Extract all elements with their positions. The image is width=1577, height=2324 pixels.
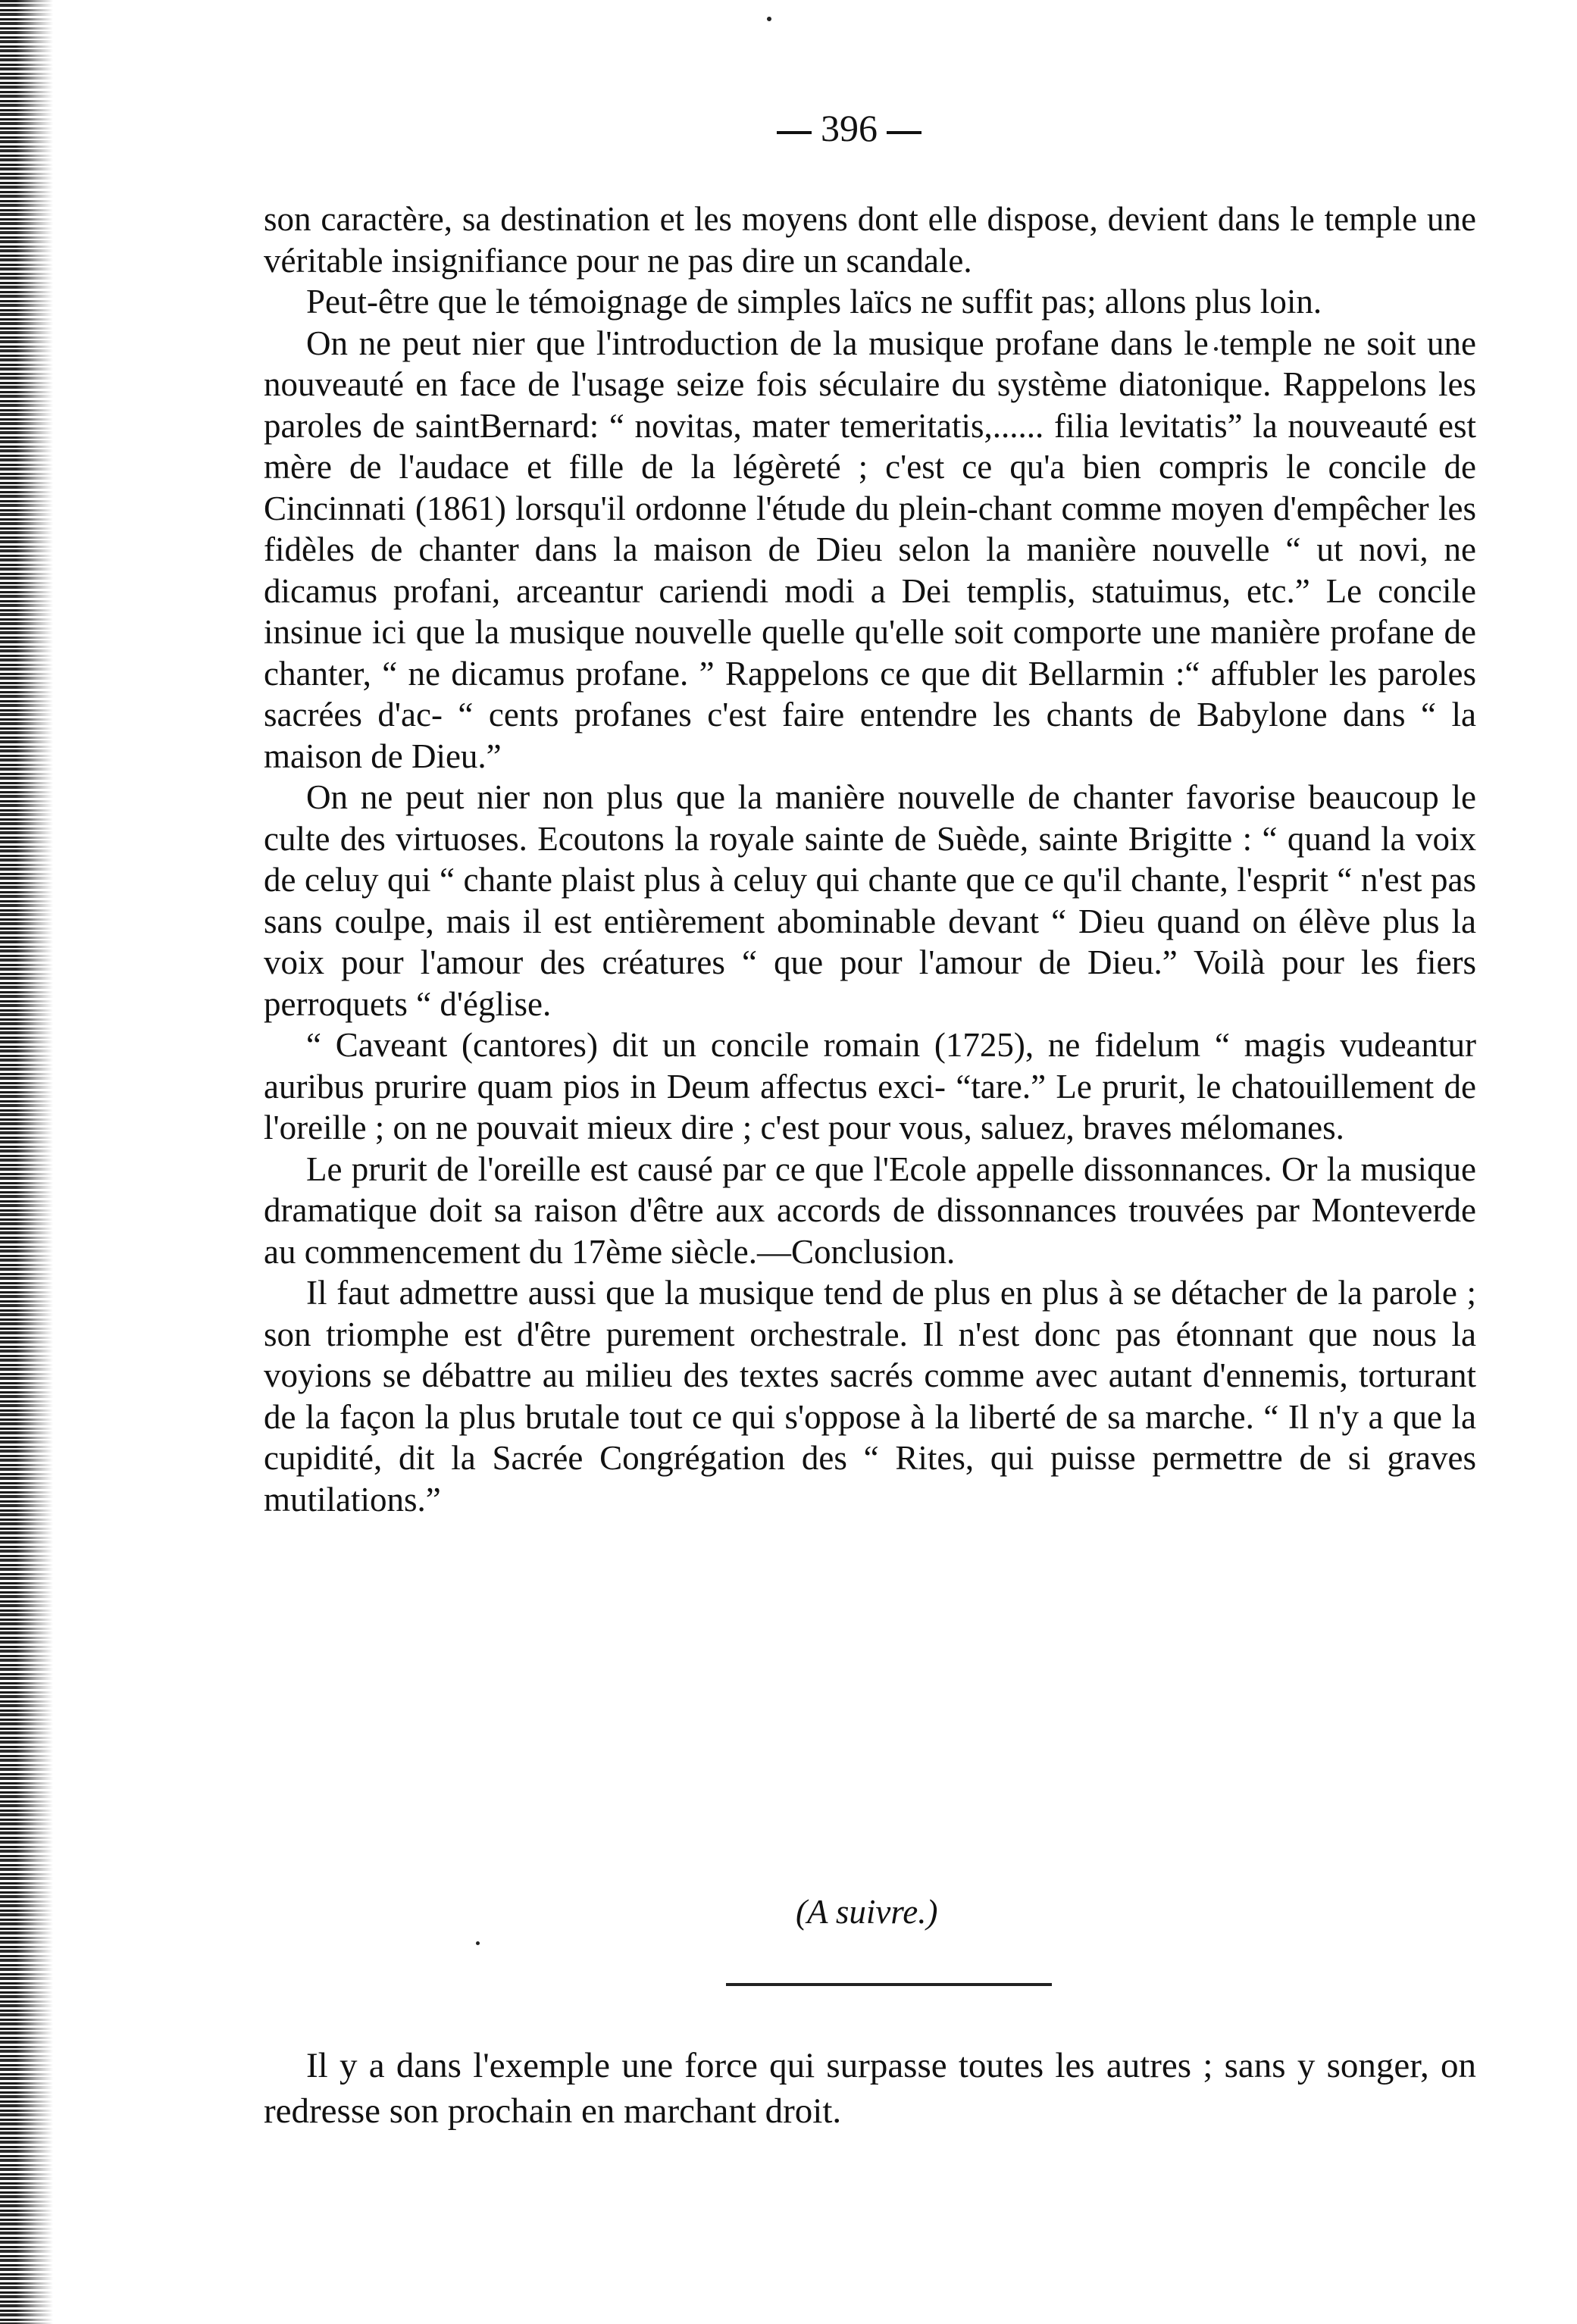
article-body bbox=[264, 199, 1476, 1520]
separator-rule bbox=[726, 1983, 1052, 1986]
closing-maxim bbox=[264, 2043, 1476, 2134]
paragraph: “ Caveant (cantores) dit un concile romain (1725), ne fidelum “ magis vudeantur auribus prurire quam pios in Deum affectus exci- “tare.” Le prurit, le chatouillement de l'oreille ; on ne pouvait mieux dire ; c'est pour vous, saluez, braves mélomanes. bbox=[264, 1026, 1476, 1146]
speck bbox=[476, 1941, 480, 1945]
paragraph: Il faut admettre aussi que la musique tend de plus en plus à se détacher de la parole ; son triomphe est d'être purement orchestrale. Il n'est donc pas étonnant que nous la voyions se débattre au milieu des textes sacrés comme avec autant d'ennemis, torturant de la façon la plus brutale tout ce qui s'oppose à la liberté de sa marche. “ Il n'y a que la cupidité, dit la Sacrée Congrégation des “ Rites, qui puisse permettre de si graves mutilations.” bbox=[264, 1274, 1476, 1519]
maxim-text: Il y a dans l'exemple une force qui surpasse toutes les autres ; sans y songer, on redresse son prochain en marchant droit. bbox=[264, 2046, 1476, 2131]
paragraph: On ne peut nier non plus que la manière nouvelle de chanter favorise beaucoup le culte des virtuoses. Ecoutons la royale sainte de Suède, sainte Brigitte : “ quand la voix de celuy qui “ chante plaist plus à celuy qui chante que ce qu'il chante, l'esprit “ n'est pas sans coulpe, mais il est entièrement abominable devant “ Dieu quand on élève plus la voix pour l'amour des créatures “ que pour l'amour de Dieu.” Voilà pour les fiers perroquets “ d'église. bbox=[264, 778, 1476, 1023]
page-number: 396 bbox=[61, 106, 1577, 150]
scan-binding-edge bbox=[0, 0, 53, 2324]
paragraph: Peut-être que le témoignage de simples laïcs ne suffit pas; allons plus loin. bbox=[306, 283, 1322, 321]
speck bbox=[767, 17, 771, 21]
paragraph: son caractère, sa destination et les moyens dont elle dispose, devient dans le temple une véritable insignifiance pour ne pas dire un scandale. bbox=[264, 200, 1476, 280]
paragraph: Le prurit de l'oreille est causé par ce que l'Ecole appelle dissonnances. Or la musique dramatique doit sa raison d'être aux accords de dissonnances trouvées par Monteverde au commencement du 17ème siècle.—Conclusion. bbox=[264, 1149, 1476, 1271]
paragraph: On ne peut nier que l'introduction de la musique profane dans le temple ne soit une nouveauté en face de l'usage seize fois séculaire du système diatonique. Rappelons les paroles de saintBernard: “ novitas, mater temeritatis,...... filia levitatis” la nouveauté est mère de l'audace et fille de la légèreté ; c'est ce qu'a bien compris le concile de Cincinnati (1861) lorsqu'il ordonne l'étude du plein-chant comme moyen d'empêcher les fidèles de chanter dans la maison de Dieu selon la manière nouvelle “ ut novi, ne dicamus profani, arceantur cariendi modi a Dei templis, statuimus, etc.” Le concile insinue ici que la musique nouvelle quelle qu'elle soit comporte une manière profane de chanter, “ ne dicamus profane. ” Rappelons ce que dit Bellarmin :“ affubler les paroles sacrées d'ac- “ cents profanes c'est faire entendre les chants de Babylone dans “ la maison de Dieu.” bbox=[264, 324, 1476, 775]
continuation-note: (A suivre.) bbox=[796, 1893, 938, 1931]
